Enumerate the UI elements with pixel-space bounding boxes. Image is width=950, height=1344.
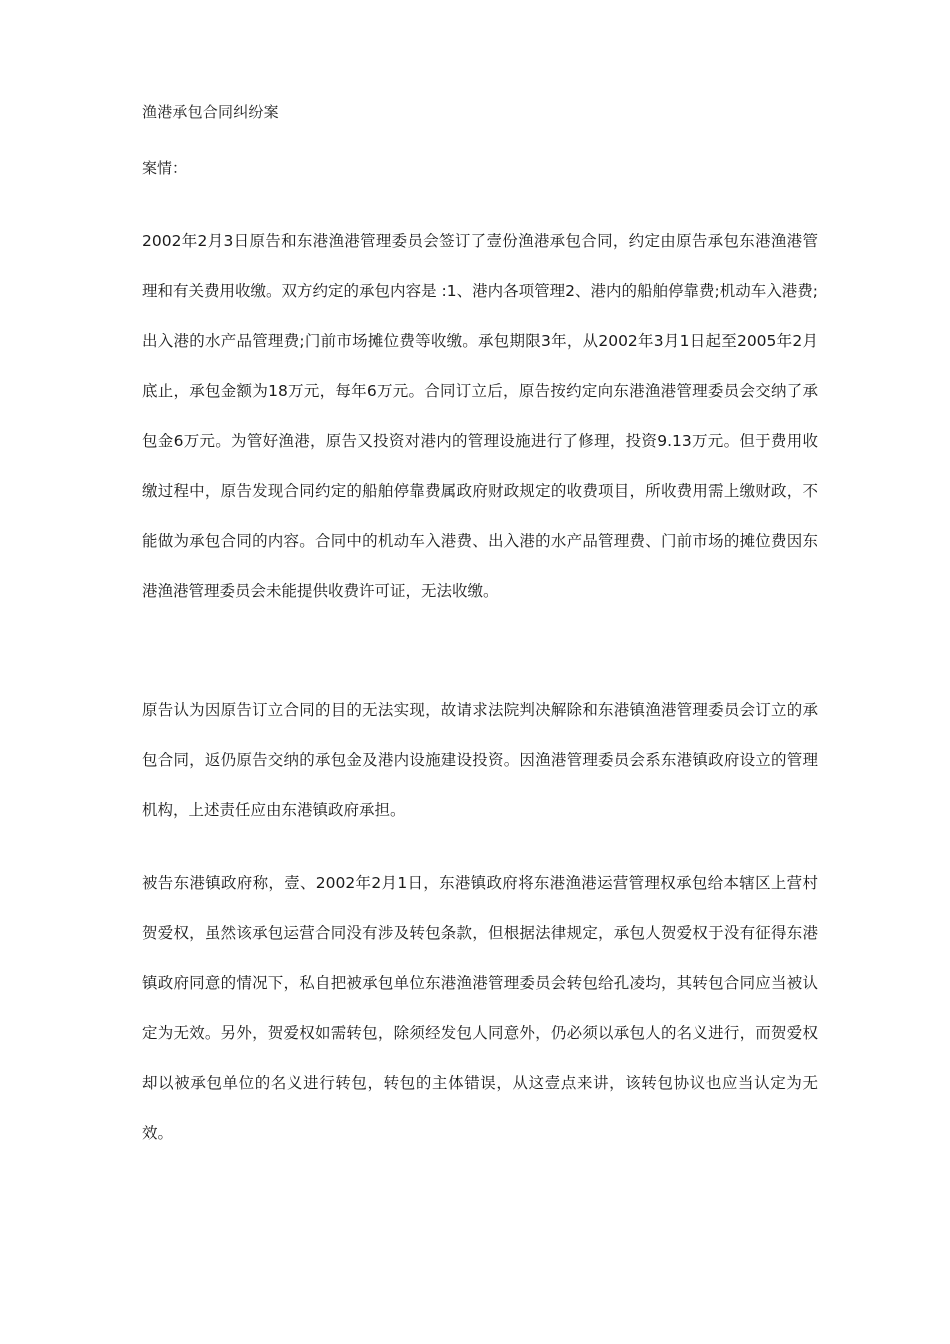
paragraph-plaintiff-claim: 原告认为因原告订立合同的目的无法实现，故请求法院判决解除和东港镇渔港管理委员会订立的承包合同，返仍原告交纳的承包金及港内设施建设投资。因渔港管理委员会系东港镇政府设立的管理机构，上述责任应由东港镇政府承担。 <box>142 701 818 819</box>
document-title: 渔港承包合同纠纷案 <box>142 103 279 121</box>
paragraph-case-facts: 2002年2月3日原告和东港渔港管理委员会签订了壹份渔港承包合同，约定由原告承包东港渔港管理和有关费用收缴。双方约定的承包内容是 :1、港内各项管理2、港内的船舶停靠费;机动车入港费;出入港的水产品管理费;门前市场摊位费等收缴。承包期限3年，从2002年3月1日起至2005年2月底止，承包金额为18万元，每年6万元。合同订立后，原告按约定向东港渔港管理委员会交纳了承包金6万元。为管好渔港，原告又投资对港内的管理设施进行了修理，投资9.13万元。但于费用收缴过程中，原告发现合同约定的船舶停靠费属政府财政规定的收费项目，所收费用需上缴财政，不能做为承包合同的内容。合同中的机动车入港费、出入港的水产品管理费、门前市场的摊位费因东港渔港管理委员会未能提供收费许可证，无法收缴。 <box>142 232 818 600</box>
section-label-case: 案情： <box>142 159 188 177</box>
paragraph-defendant-response: 被告东港镇政府称，壹、2002年2月1日，东港镇政府将东港渔港运营管理权承包给本辖区上营村贺爱权，虽然该承包运营合同没有涉及转包条款，但根据法律规定，承包人贺爱权于没有征得东港镇政府同意的情况下，私自把被承包单位东港渔港管理委员会转包给孔凌均，其转包合同应当被认定为无效。另外，贺爱权如需转包，除须经发包人同意外，仍必须以承包人的名义进行，而贺爱权却以被承包单位的名义进行转包，转包的主体错误，从这壹点来讲，该转包协议也应当认定为无效。 <box>142 874 818 1142</box>
